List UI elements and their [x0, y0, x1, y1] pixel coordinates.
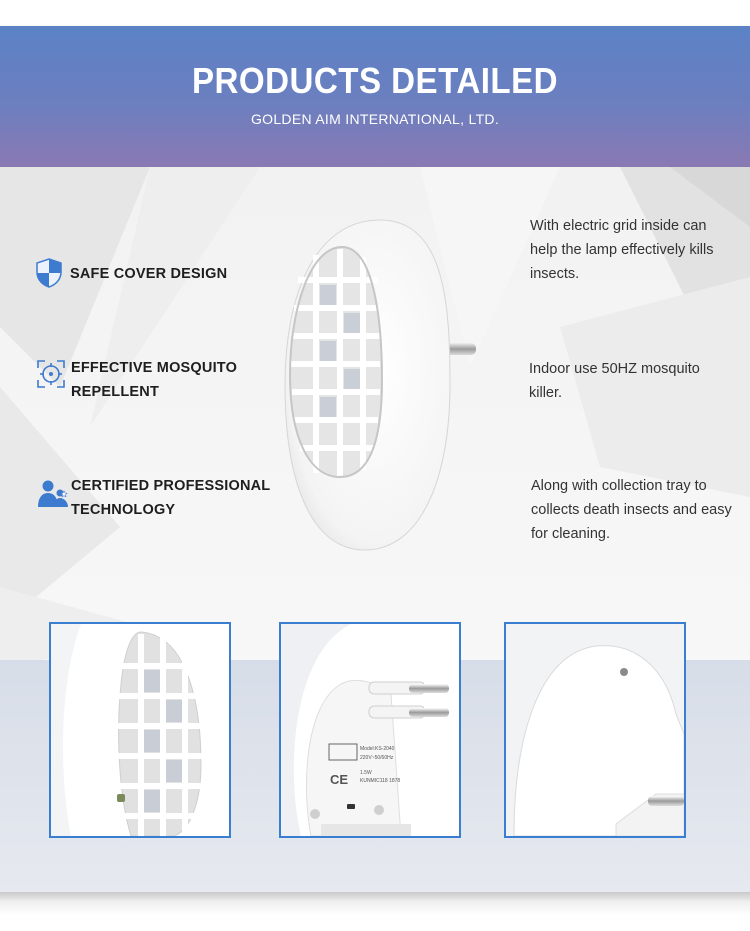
back-label-image [281, 624, 459, 836]
label-model: Model:KS-2040 [360, 746, 395, 752]
company-name: GOLDEN AIM INTERNATIONAL, LTD. [250, 111, 500, 127]
feature-title-safe-cover [70, 262, 227, 286]
thumbnail-front-grid [49, 622, 231, 838]
top-strip [0, 0, 750, 26]
description-line: Along with collection tray to [531, 478, 707, 494]
side-view-image [506, 624, 684, 836]
feature-title-line: SAFE COVER DESIGN [70, 266, 228, 282]
shield-icon [36, 258, 62, 288]
feature-title-line: REPELLENT [71, 384, 159, 400]
description-line: killer. [529, 385, 563, 401]
description-line: insects. [530, 266, 580, 282]
feature-title-line: EFFECTIVE MOSQUITO [71, 360, 238, 376]
header-banner [0, 26, 750, 167]
mosquito-killer-product-image [270, 215, 485, 555]
description-line: help the lamp effectively kills [530, 242, 714, 258]
description-indoor-use [529, 357, 700, 405]
feature-title-line: CERTIFIED PROFESSIONAL [71, 478, 271, 494]
feature-title-line: TECHNOLOGY [71, 502, 176, 518]
description-line: Indoor use 50HZ mosquito [529, 361, 700, 377]
description-line: collects death insects and easy [531, 502, 732, 518]
label-voltage: 220V~50/60Hz [360, 755, 394, 761]
page-title: PRODUCTS DETAILED [191, 60, 559, 101]
thumbnail-back-label [279, 622, 461, 838]
description-collection-tray [531, 474, 732, 546]
thumbnail-side-view [504, 622, 686, 838]
target-icon [37, 360, 65, 388]
users-icon [37, 479, 69, 509]
description-electric-grid [530, 214, 714, 286]
feature-title-mosquito-repellent [71, 356, 237, 404]
feature-title-certified-technology [71, 474, 270, 522]
label-power: 1.5W [360, 770, 372, 776]
label-made: KUNMIC118 1878 [360, 778, 401, 784]
svg-text:CE: CE [330, 772, 349, 787]
bottom-shadow [0, 892, 750, 931]
description-line: With electric grid inside can [530, 218, 707, 234]
description-line: for cleaning. [531, 526, 610, 542]
front-grid-closeup-image [51, 624, 229, 836]
